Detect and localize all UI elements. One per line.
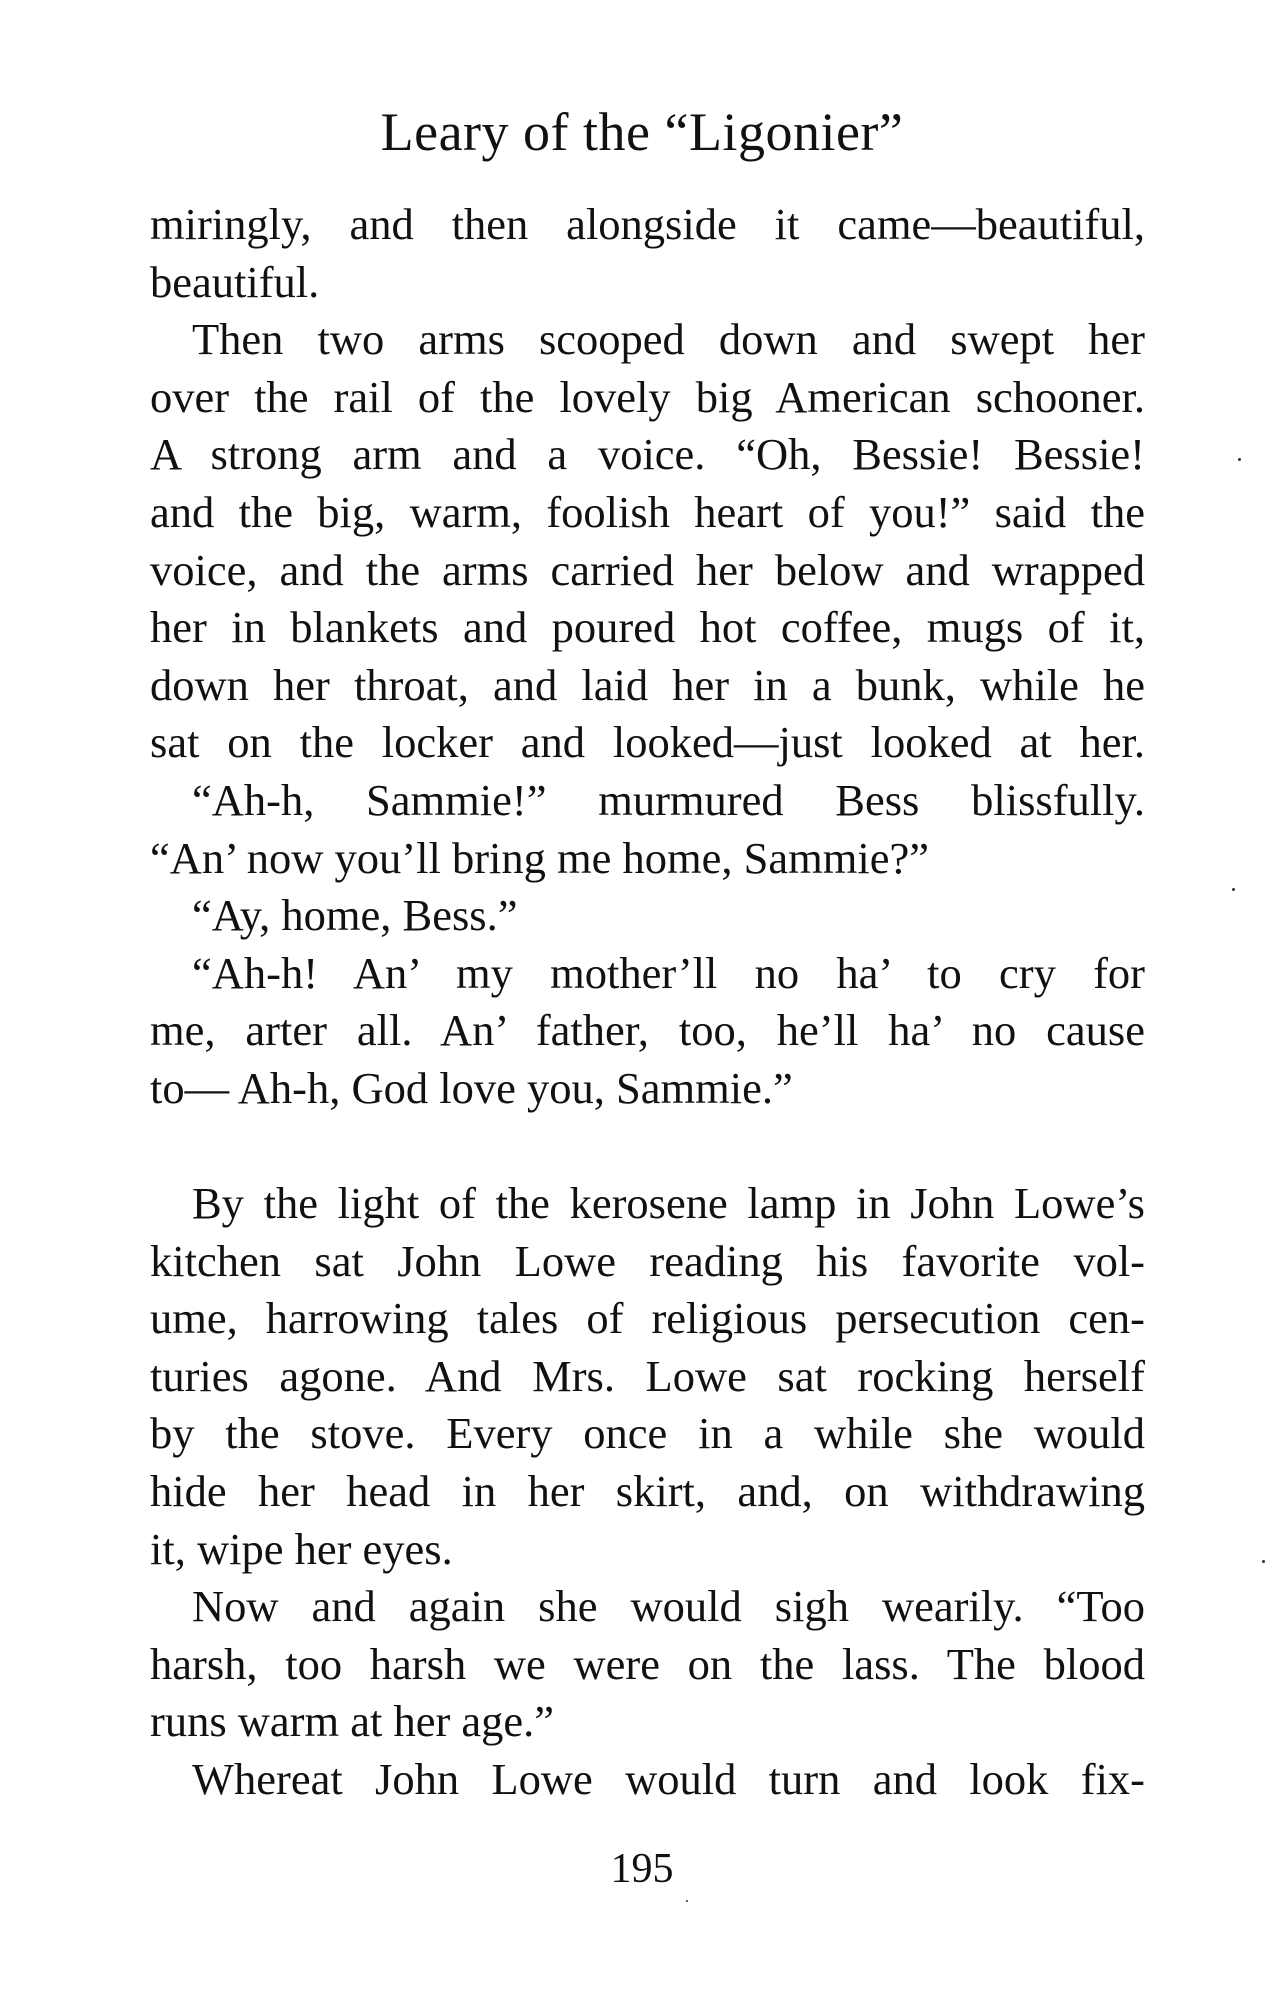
scan-speck xyxy=(1238,458,1241,461)
text-line: “Ah-h! An’ my mother’ll no ha’ to cry for xyxy=(192,947,1145,998)
text-line: kitchen sat John Lowe reading his favorite vol- xyxy=(150,1235,1145,1286)
scan-speck xyxy=(1262,1560,1265,1563)
text-line: sat on the locker and looked—just looked at her. xyxy=(150,717,1145,768)
text-line: A strong arm and a voice. “Oh, Bessie! Bessie! xyxy=(150,429,1145,480)
text-line: hide her head in her skirt, and, on withdrawing xyxy=(150,1466,1145,1517)
text-line: to— Ah-h, God love you, Sammie.” xyxy=(150,1062,793,1113)
text-line: her in blankets and poured hot coffee, mugs of it, xyxy=(150,602,1145,653)
text-line: runs warm at her age.” xyxy=(150,1696,555,1747)
text-line: harsh, too harsh we were on the lass. The blood xyxy=(150,1638,1145,1689)
text-line: miringly, and then alongside it came—beautiful, xyxy=(150,199,1145,249)
page-number: 195 xyxy=(610,1846,674,1892)
text-line: beautiful. xyxy=(150,256,320,307)
text-line: voice, and the arms carried her below and wrapped xyxy=(150,544,1145,595)
text-line: ume, harrowing tales of religious persecution cen- xyxy=(150,1293,1145,1344)
body-text xyxy=(150,196,1145,1809)
text-line: it, wipe her eyes. xyxy=(150,1523,453,1574)
scan-speck xyxy=(1232,888,1235,891)
text-line: “Ay, home, Bess.” xyxy=(192,890,518,941)
text-line: “An’ now you’ll bring me home, Sammie?” xyxy=(150,832,929,883)
text-line: by the stove. Every once in a while she would xyxy=(150,1408,1145,1459)
text-line: By the light of the kerosene lamp in John Lowe’s xyxy=(192,1178,1145,1229)
text-line: over the rail of the lovely big American schooner. xyxy=(150,371,1145,422)
text-line: turies agone. And Mrs. Lowe sat rocking herself xyxy=(150,1350,1145,1401)
text-line: Now and again she would sigh wearily. “Too xyxy=(192,1581,1145,1632)
text-line: me, arter all. An’ father, too, he’ll ha’ no cause xyxy=(150,1005,1145,1056)
text-line: “Ah-h, Sammie!” murmured Bess blissfully. xyxy=(192,774,1145,825)
text-line: and the big, warm, foolish heart of you!” said the xyxy=(150,486,1145,537)
text-line: Whereat John Lowe would turn and look fix- xyxy=(192,1754,1145,1805)
text-line: Then two arms scooped down and swept her xyxy=(192,314,1145,365)
running-head: Leary of the “Ligonier” xyxy=(380,102,904,162)
scan-speck xyxy=(686,1900,688,1902)
text-line: down her throat, and laid her in a bunk, while he xyxy=(150,659,1145,710)
section-break xyxy=(150,1118,1145,1176)
